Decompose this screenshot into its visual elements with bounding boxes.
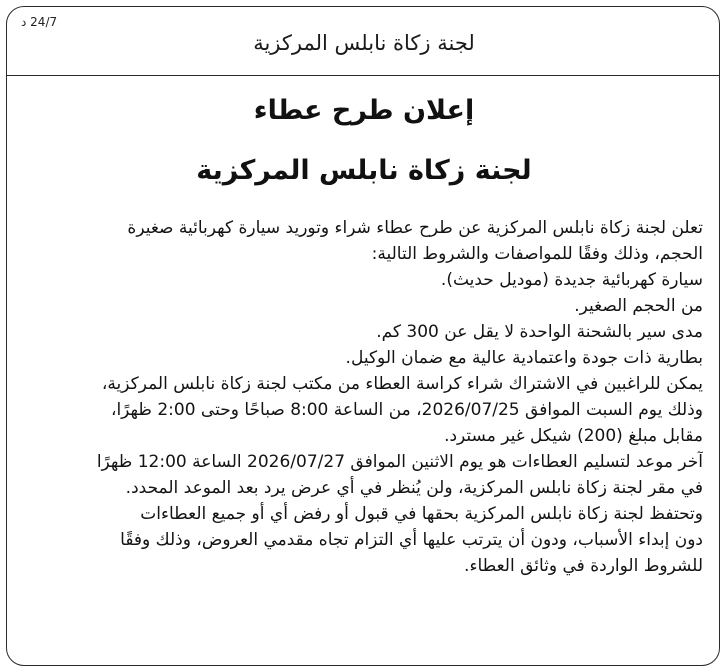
header-committee-name: لجنة زكاة نابلس المركزية [253, 31, 475, 55]
announcement-body [29, 215, 703, 579]
body-line: في مقر لجنة زكاة نابلس المركزية، ولن يُنظر في أي عرض يرد بعد الموعد المحدد. [125, 478, 703, 498]
body-line: للشروط الواردة في وثائق العطاء. [464, 556, 703, 576]
announcement-title: إعلان طرح عطاء [253, 95, 475, 126]
body-line: وتحتفظ لجنة زكاة نابلس المركزية بحقها في قبول أو رفض أي أو جميع العطاءات [140, 504, 703, 524]
announcement-committee-title: لجنة زكاة نابلس المركزية [196, 155, 532, 186]
spec-item: من الحجم الصغير. [574, 296, 703, 316]
issue-code: 24/7 د [21, 15, 58, 29]
announcement-frame [6, 6, 720, 666]
spec-item: مدى سير بالشحنة الواحدة لا يقل عن 300 كم. [376, 322, 703, 342]
body-line: وذلك يوم السبت الموافق 2026/07/25، من الساعة 8:00 صباحًا وحتى 2:00 ظهرًا، [110, 400, 703, 420]
body-line: تعلن لجنة زكاة نابلس المركزية عن طرح عطاء شراء وتوريد سيارة كهربائية صغيرة [127, 218, 703, 238]
body-line: دون إبداء الأسباب، ودون أن يترتب عليها أي التزام تجاه مقدمي العروض، وذلك وفقًا [120, 530, 703, 550]
spec-item: سيارة كهربائية جديدة (موديل حديث). [440, 270, 703, 290]
body-line: آخر موعد لتسليم العطاءات هو يوم الاثنين الموافق 2026/07/27 الساعة 12:00 ظهرًا [96, 452, 703, 472]
header-divider [7, 75, 719, 76]
body-line: الحجم، وذلك وفقًا للمواصفات والشروط التالية: [371, 244, 703, 264]
body-line: يمكن للراغبين في الاشتراك شراء كراسة العطاء من مكتب لجنة زكاة نابلس المركزية، [101, 374, 703, 394]
spec-item: بطارية ذات جودة واعتمادية عالية مع ضمان الوكيل. [345, 348, 703, 368]
body-line: مقابل مبلغ (200) شيكل غير مسترد. [444, 426, 703, 446]
